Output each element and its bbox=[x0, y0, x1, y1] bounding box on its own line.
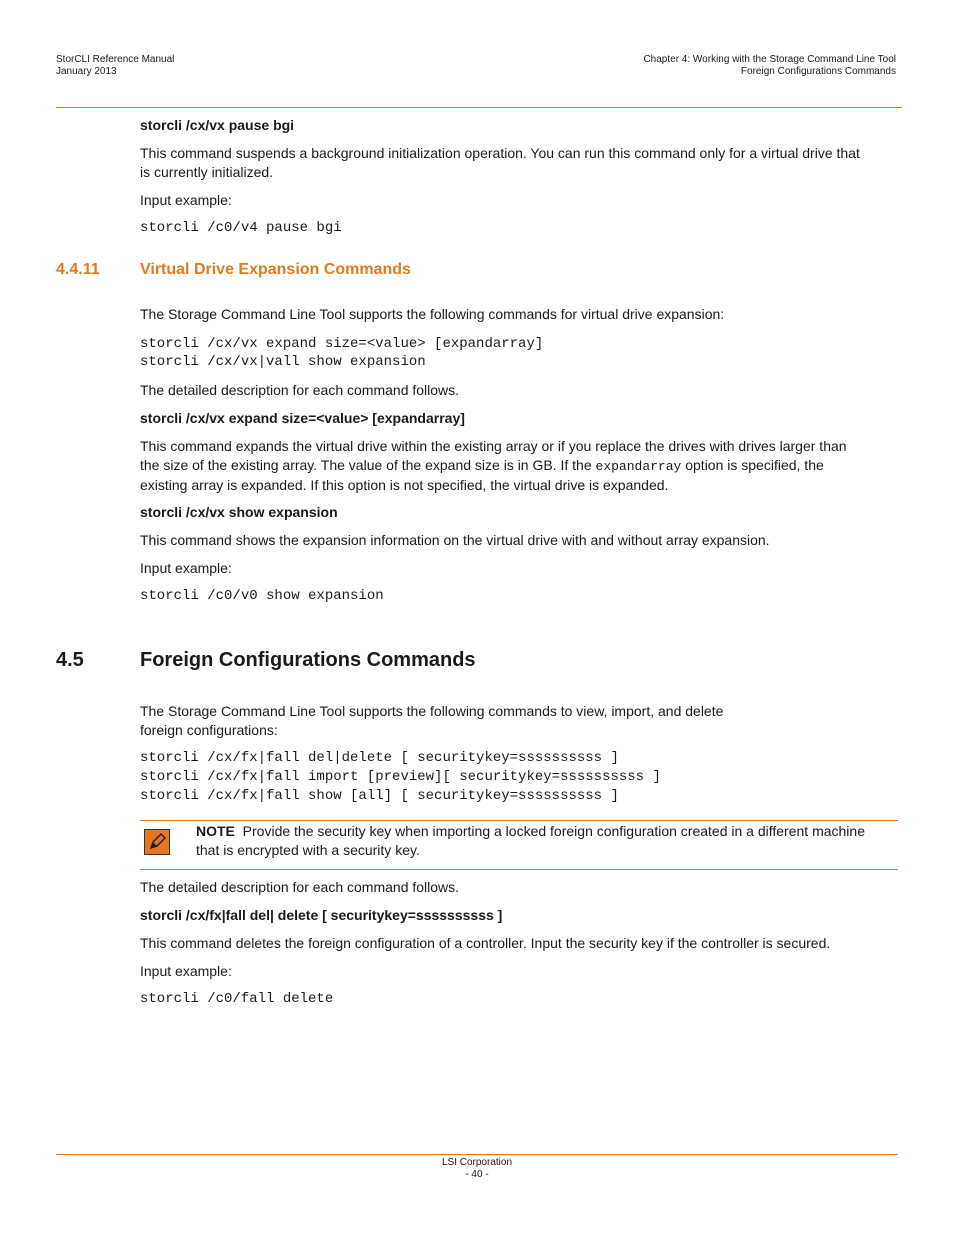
foreign-del-example: storcli /c0/fall delete bbox=[140, 991, 334, 1007]
expand-desc-line1: This command expands the virtual drive within the existing array or if you replace the drives with drives larger than bbox=[140, 438, 847, 454]
header-rule bbox=[56, 107, 902, 108]
expandarray-code: expandarray bbox=[595, 459, 682, 474]
show-expansion-input-label: Input example: bbox=[140, 560, 232, 576]
pause-bgi-description bbox=[140, 144, 900, 182]
header-left bbox=[56, 54, 174, 78]
footer-page-number: - 40 - bbox=[465, 1169, 489, 1180]
pause-bgi-example: storcli /c0/v4 pause bgi bbox=[140, 220, 342, 236]
footer bbox=[0, 1157, 954, 1181]
foreign-intro-line2: foreign configurations: bbox=[140, 722, 278, 738]
manual-title: StorCLI Reference Manual bbox=[56, 54, 175, 65]
expand-desc-line2 bbox=[140, 456, 900, 476]
foreign-cmd1: storcli /cx/fx|fall del|delete [ securitykey=ssssssssss ] bbox=[140, 750, 619, 766]
foreign-intro bbox=[140, 702, 723, 740]
show-expansion-heading: storcli /cx/vx show expansion bbox=[140, 504, 338, 520]
expand-desc-line2-end: option is specified, the bbox=[681, 457, 824, 473]
vd-expansion-intro: The Storage Command Line Tool supports the following commands for virtual drive expansion: bbox=[140, 306, 725, 322]
section-4-4-11-title: Virtual Drive Expansion Commands bbox=[140, 261, 411, 278]
foreign-cmd2: storcli /cx/fx|fall import [preview][ securitykey=ssssssssss ] bbox=[140, 769, 661, 785]
chapter-title: Chapter 4: Working with the Storage Command Line Tool bbox=[643, 54, 896, 65]
section-title: Foreign Configurations Commands bbox=[740, 66, 896, 77]
manual-date: January 2013 bbox=[56, 66, 117, 77]
pause-bgi-desc-line2: is currently initialized. bbox=[140, 164, 274, 180]
note-bottom-rule bbox=[140, 869, 898, 870]
note-top-rule bbox=[140, 820, 898, 821]
expand-desc-line3: existing array is expanded. If this option is not specified, the virtual drive is expanded. bbox=[140, 477, 669, 493]
foreign-del-heading: storcli /cx/fx|fall del| delete [ securitykey=ssssssssss ] bbox=[140, 907, 503, 923]
foreign-cmd3: storcli /cx/fx|fall show [all] [ securitykey=ssssssssss ] bbox=[140, 788, 619, 804]
footer-company: LSI Corporation bbox=[441, 1157, 513, 1168]
note-line1-text: Provide the security key when importing a locked foreign configuration created in a different machine bbox=[242, 823, 865, 839]
expand-description bbox=[140, 437, 900, 495]
section-4-4-11-number: 4.4.11 bbox=[56, 261, 100, 278]
pencil-note-icon bbox=[144, 829, 170, 855]
expand-desc-line2-start: the size of the existing array. The value of the expand size is in GB. If the bbox=[140, 457, 596, 473]
show-expansion-example: storcli /c0/v0 show expansion bbox=[140, 588, 384, 604]
note-line1 bbox=[196, 822, 896, 841]
foreign-follows: The detailed description for each command follows. bbox=[140, 879, 460, 895]
foreign-del-input-label: Input example: bbox=[140, 963, 232, 979]
pause-bgi-input-label: Input example: bbox=[140, 192, 232, 208]
vd-expansion-cmd1: storcli /cx/vx expand size=<value> [expandarray] bbox=[140, 336, 544, 352]
note-line2: that is encrypted with a security key. bbox=[196, 842, 420, 858]
show-expansion-desc: This command shows the expansion information on the virtual drive with and without array expansion. bbox=[140, 532, 770, 548]
note-text bbox=[196, 822, 896, 860]
note-label: NOTE bbox=[196, 823, 235, 839]
foreign-intro-line1: The Storage Command Line Tool supports the following commands to view, import, and delete bbox=[140, 703, 724, 719]
pause-bgi-desc-line1: This command suspends a background initialization operation. You can run this command only for a virtual drive that bbox=[140, 145, 860, 161]
vd-expansion-follows: The detailed description for each command follows. bbox=[140, 382, 460, 398]
vd-expansion-cmd2: storcli /cx/vx|vall show expansion bbox=[140, 354, 426, 370]
section-4-5-number: 4.5 bbox=[56, 649, 84, 671]
foreign-del-desc: This command deletes the foreign configuration of a controller. Input the security key if the controller is secured. bbox=[140, 935, 831, 951]
header-right bbox=[643, 54, 896, 78]
expand-heading: storcli /cx/vx expand size=<value> [expandarray] bbox=[140, 410, 465, 426]
section-4-5-title: Foreign Configurations Commands bbox=[140, 649, 476, 671]
pause-bgi-heading: storcli /cx/vx pause bgi bbox=[140, 117, 295, 133]
footer-rule bbox=[56, 1154, 898, 1155]
